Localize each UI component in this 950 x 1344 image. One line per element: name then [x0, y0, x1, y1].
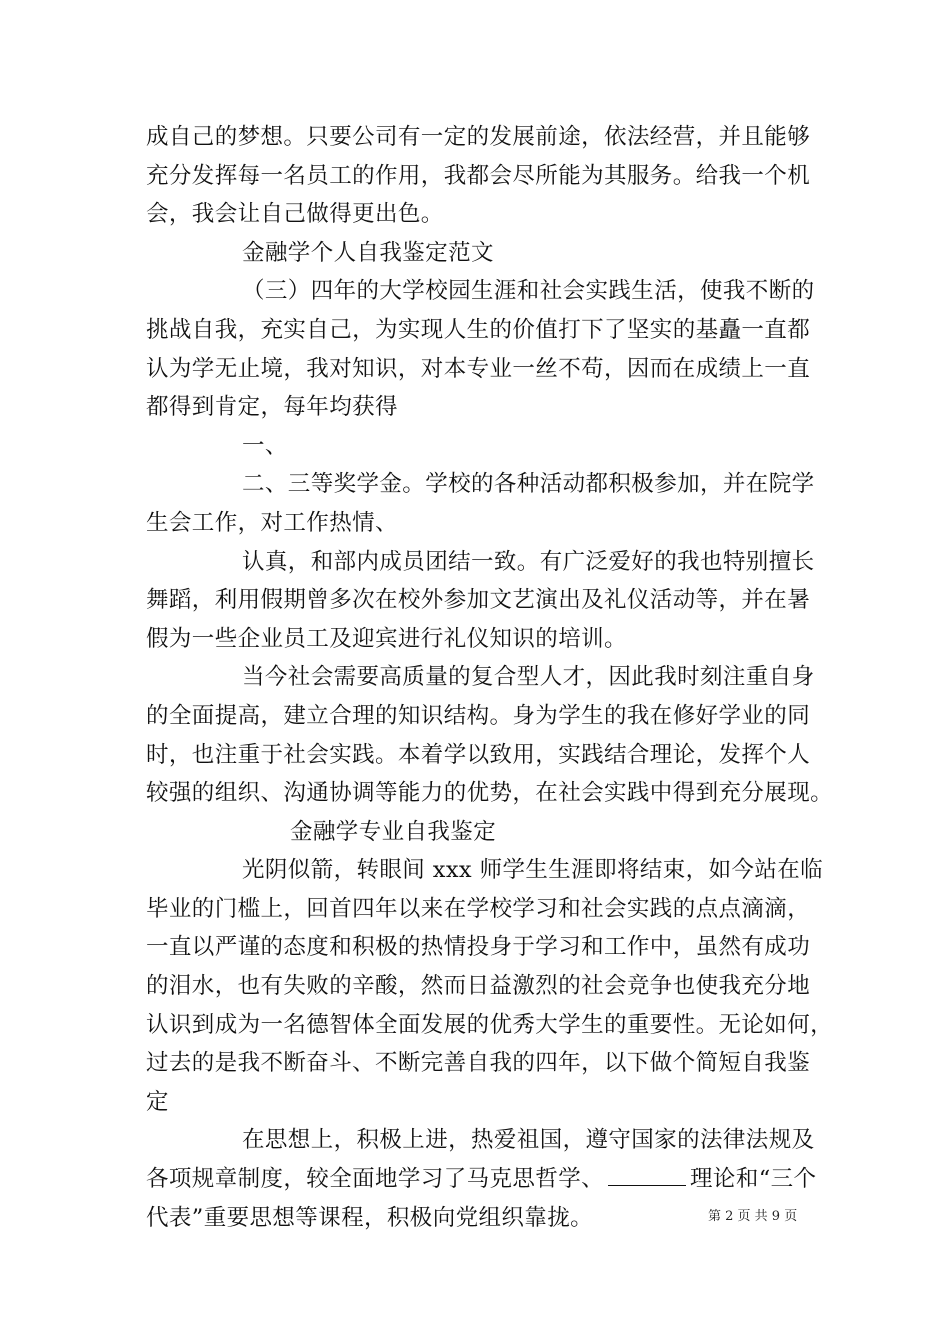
- text-line: 成自己的梦想。只要公司有一定的发展前途，依法经营，并且能够: [146, 124, 811, 150]
- text-line: 认识到成为一名德智体全面发展的优秀大学生的重要性。无论如何，: [146, 1011, 834, 1038]
- text-line: 在思想上，积极上进，热爱祖国，遵守国家的法律法规及: [242, 1127, 815, 1154]
- text-line-last: 代表”重要思想等课程，积极向党组织靠拢。: [146, 1204, 594, 1231]
- text-line: 一直以严谨的态度和积极的热情投身于学习和工作中，虽然有成功: [146, 934, 811, 961]
- text-line: 舞蹈，利用假期曾多次在校外参加文艺演出及礼仪活动等，并在暑: [146, 587, 811, 614]
- blank-line-before: 各项规章制度，较全面地学习了马克思哲学、: [146, 1166, 605, 1193]
- text-line: 时，也注重于社会实践。本着学以致用，实践结合理论，发挥个人: [146, 741, 811, 768]
- text-line: 会，我会让自己做得更出色。: [146, 201, 444, 228]
- paragraph-lines: [146, 118, 834, 1160]
- text-line: 定: [146, 1088, 169, 1115]
- page-number: 第 2 页 共 9 页: [708, 1209, 798, 1224]
- text-line: 一、: [242, 432, 288, 459]
- text-line: （三）四年的大学校园生涯和社会实践生活，使我不断的: [242, 278, 815, 305]
- text-line: 充分发挥每一名员工的作用，我都会尽所能为其服务。给我一个机: [146, 162, 811, 189]
- text-line: 的泪水，也有失败的辛酸，然而日益激烈的社会竞争也使我充分地: [146, 973, 811, 1000]
- text-line: 金融学专业自我鉴定: [290, 818, 497, 845]
- text-line: 都得到肯定，每年均获得: [146, 394, 398, 421]
- text-line: 认为学无止境，我对知识，对本专业一丝不苟，因而在成绩上一直: [146, 355, 811, 382]
- text-line-with-blank: [146, 1160, 817, 1199]
- text-line: 假为一些企业员工及迎宾进行礼仪知识的培训。: [146, 625, 627, 652]
- text-line: 生会工作，对工作热情、: [146, 509, 398, 536]
- text-line: 认真，和部内成员团结一致。有广泛爱好的我也特别擅长: [242, 548, 815, 575]
- text-line: 挑战自我，充实自己，为实现人生的价值打下了坚实的基矗一直都: [146, 316, 811, 343]
- document-body: [146, 118, 834, 1237]
- text-line: 当今社会需要高质量的复合型人才，因此我时刻注重自身: [242, 664, 815, 691]
- fill-in-blank: [608, 1163, 686, 1186]
- text-line: 金融学个人自我鉴定范文: [242, 239, 494, 266]
- text-line: 光阴似箭，转眼间 xxx 师学生生涯即将结束，如今站在临: [242, 857, 824, 884]
- text-line: 的全面提高，建立合理的知识结构。身为学生的我在修好学业的同: [146, 702, 811, 729]
- text-line: 毕业的门槛上，回首四年以来在学校学习和社会实践的点点滴滴，: [146, 895, 811, 922]
- text-line: 二、三等奖学金。学校的各种活动都积极参加，并在院学: [242, 471, 815, 498]
- text-line: 过去的是我不断奋斗、不断完善自我的四年，以下做个简短自我鉴: [146, 1050, 811, 1077]
- text-line: 较强的组织、沟通协调等能力的优势，在社会实践中得到充分展现。: [146, 780, 834, 807]
- blank-line-after: 理论和“三个: [690, 1166, 817, 1193]
